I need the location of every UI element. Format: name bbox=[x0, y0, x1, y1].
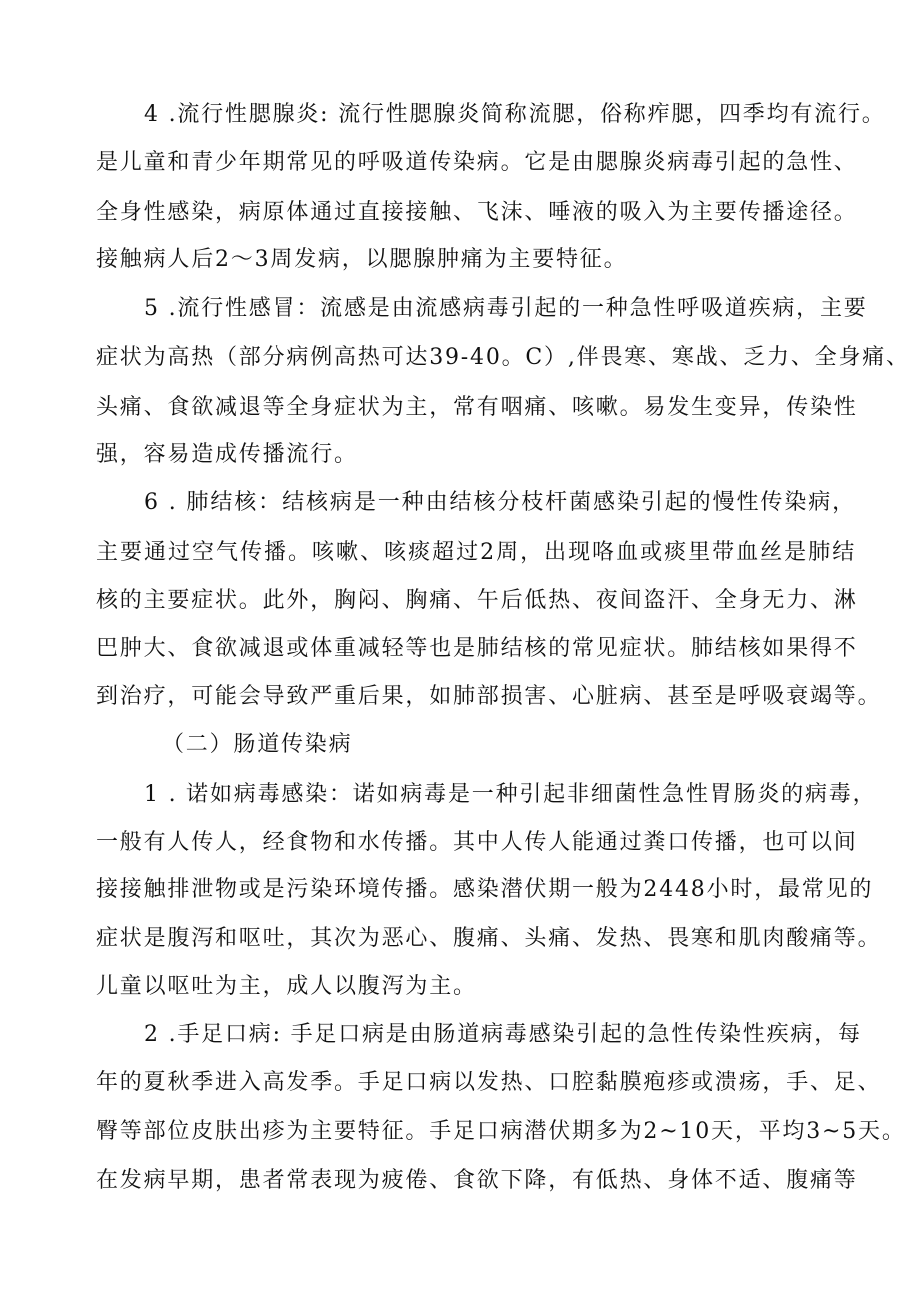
paragraph-norovirus-line-5: 儿童以呕吐为主，成人以腹泻为主。 bbox=[96, 974, 477, 999]
paragraph-tuberculosis-line-1: 6 . 肺结核：结核病是一种由结核分枝杆菌感染引起的慢性传染病， bbox=[144, 490, 856, 515]
paragraph-hfmd-line-3: 臀等部位皮肤出疹为主要特征。手足口病潜伏期多为2~10天，平均3~5天。 bbox=[96, 1119, 906, 1144]
paragraph-influenza-line-4: 强，容易造成传播流行。 bbox=[96, 442, 358, 467]
paragraph-norovirus-line-2: 一般有人传人，经食物和水传播。其中人传人能通过粪口传播，也可以间 bbox=[96, 830, 858, 855]
paragraph-influenza-line-2: 症状为高热（部分病例高热可达39-40。C）,伴畏寒、寒战、乏力、全身痛、 bbox=[96, 345, 910, 370]
paragraph-norovirus-line-4: 症状是腹泻和呕吐，其次为恶心、腹痛、头痛、发热、畏寒和肌肉酸痛等。 bbox=[96, 926, 882, 951]
paragraph-tuberculosis-line-2: 主要通过空气传播。咳嗽、咳痰超过2周，出现咯血或痰里带血丝是肺结 bbox=[96, 540, 856, 565]
paragraph-influenza-line-1: 5 .流行性感冒：流感是由流感病毒引起的一种急性呼吸道疾病，主要 bbox=[144, 296, 868, 321]
paragraph-mumps-line-1: 4 .流行性腮腺炎: 流行性腮腺炎简称流腮，俗称痄腮，四季均有流行。 bbox=[144, 102, 886, 127]
paragraph-mumps-line-3: 全身性感染，病原体通过直接接触、飞沫、唾液的吸入为主要传播途径。 bbox=[96, 200, 858, 225]
paragraph-hfmd-line-1: 2 .手足口病: 手足口病是由肠道病毒感染引起的急性传染性疾病，每 bbox=[144, 1022, 862, 1047]
paragraph-influenza-line-3: 头痛、食欲减退等全身症状为主，常有咽痛、咳嗽。易发生变异，传染性 bbox=[96, 395, 858, 420]
paragraph-mumps-line-4: 接触病人后2〜3周发病，以腮腺肿痛为主要特征。 bbox=[96, 247, 628, 272]
paragraph-tuberculosis-line-3: 核的主要症状。此外，胸闷、胸痛、午后低热、夜间盗汗、全身无力、淋 bbox=[96, 588, 858, 613]
paragraph-mumps-line-2: 是儿童和青少年期常见的呼吸道传染病。它是由腮腺炎病毒引起的急性、 bbox=[96, 150, 858, 175]
section-heading-intestinal: （二）肠道传染病 bbox=[162, 732, 353, 757]
paragraph-tuberculosis-line-5: 到治疗，可能会导致严重后果，如肺部损害、心脏病、甚至是呼吸衰竭等。 bbox=[96, 684, 882, 709]
paragraph-hfmd-line-2: 年的夏秋季进入高发季。手足口病以发热、口腔黏膜疱疹或溃疡，手、足、 bbox=[96, 1070, 882, 1095]
paragraph-hfmd-line-4: 在发病早期，患者常表现为疲倦、食欲下降，有低热、身体不适、腹痛等 bbox=[96, 1168, 858, 1193]
paragraph-norovirus-line-3: 接接触排泄物或是污染环境传播。感染潜伏期一般为2448小时，最常见的 bbox=[96, 877, 874, 902]
paragraph-tuberculosis-line-4: 巴肿大、食欲减退或体重减轻等也是肺结核的常见症状。肺结核如果得不 bbox=[96, 636, 858, 661]
paragraph-norovirus-line-1: 1 . 诺如病毒感染：诺如病毒是一种引起非细菌性急性胃肠炎的病毒， bbox=[144, 782, 877, 807]
